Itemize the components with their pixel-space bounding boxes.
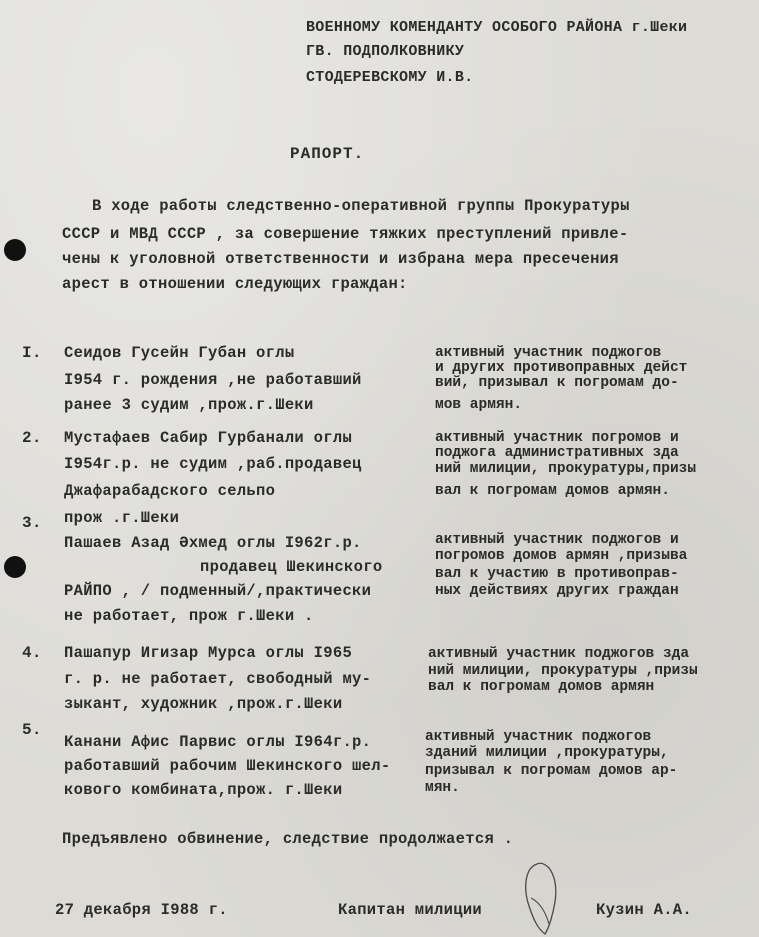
punch-hole-bottom (4, 556, 26, 578)
entry-right-line: мов армян. (435, 397, 523, 413)
entry-right-line: поджога административных зда (435, 445, 679, 461)
entry-right-line: ний милиции, прокуратуры,призы (435, 461, 697, 477)
entry-left-line: Сеидов Гусейн Губан оглы (64, 344, 295, 362)
entry-number: 3. (22, 514, 42, 532)
addressee-line-2: ГВ. ПОДПОЛКОВНИКУ (306, 43, 465, 60)
entry-right-line: вал к участию в противоправ- (435, 566, 679, 582)
entry-left-line: РАЙПО , / подменный/,практически (64, 582, 372, 600)
signer-rank: Капитан милиции (338, 901, 483, 919)
entry-left-line: не работает, прож г.Шеки . (64, 607, 314, 625)
entry-left-line: зыкант, художник ,прож.г.Шеки (64, 695, 343, 713)
report-date: 27 декабря I988 г. (55, 901, 228, 919)
entry-number: 2. (22, 429, 42, 447)
entry-right-line: активный участник поджогов (435, 345, 662, 361)
entry-left-line: работавший рабочим Шекинского шел- (64, 757, 391, 775)
entry-left-line: Джафарабадского сельпо (64, 482, 276, 500)
entry-right-line: вал к погромам домов армян. (435, 483, 670, 499)
entry-left-line: кового комбината,прож. г.Шеки (64, 781, 343, 799)
entry-right-line: активный участник поджогов (425, 729, 652, 745)
entry-left-line: Пашапур Игизар Мурса оглы I965 (64, 644, 353, 662)
entry-number: 5. (22, 721, 42, 739)
entry-left-line: прож .г.Шеки (64, 509, 180, 527)
entry-right-line: и других противоправных дейст (435, 360, 688, 376)
addressee-line-1: ВОЕННОМУ КОМЕНДАНТУ ОСОБОГО РАЙОНА г.Шеки (306, 19, 688, 36)
entry-left-line: Мустафаев Сабир Гурбанали оглы (64, 429, 353, 447)
document-title: РАПОРТ. (290, 145, 365, 163)
addressee-line-3: СТОДЕРЕВСКОМУ И.В. (306, 69, 474, 86)
handwritten-signature (515, 858, 575, 937)
entry-left-line: Пашаев Азад Әхмед оглы I962г.р. (64, 534, 362, 552)
punch-hole-top (4, 239, 26, 261)
entry-right-line: ных действиях других граждан (435, 583, 679, 599)
intro-line-2: СССР и МВД СССР , за совершение тяжких преступлений привле- (62, 225, 629, 243)
intro-line-3: чены к уголовной ответственности и избрана мера пресечения (62, 250, 619, 268)
entry-left-line: г. р. не работает, свободный му- (64, 670, 372, 688)
entry-right-line: зданий милиции ,прокуратуры, (425, 745, 669, 761)
entry-right-line: мян. (425, 780, 460, 796)
entry-right-line: погромов домов армян ,призыва (435, 548, 688, 564)
entry-number: I. (22, 344, 42, 362)
closing-statement: Предъявлено обвинение, следствие продолжается . (62, 830, 514, 848)
entry-left-line: I954 г. рождения ,не работавший (64, 371, 362, 389)
entry-right-line: ний милиции, прокуратуры ,призы (428, 663, 698, 679)
entry-right-line: вий, призывал к погромам до- (435, 375, 679, 391)
entry-right-line: активный участник поджогов зда (428, 646, 690, 662)
intro-line-4: арест в отношении следующих граждан: (62, 275, 408, 293)
entry-right-line: вал к погромам домов армян (428, 679, 655, 695)
entry-left-line: продавец Шекинского (200, 558, 383, 576)
intro-line-1: В ходе работы следственно-оперативной группы Прокуратуры (92, 197, 630, 215)
entry-right-line: активный участник погромов и (435, 430, 679, 446)
entry-number: 4. (22, 644, 42, 662)
entry-left-line: I954г.р. не судим ,раб.продавец (64, 455, 362, 473)
entry-right-line: активный участник поджогов и (435, 532, 679, 548)
signer-name: Кузин А.А. (596, 901, 693, 919)
entry-right-line: призывал к погромам домов ар- (425, 763, 678, 779)
entry-left-line: ранее 3 судим ,прож.г.Шеки (64, 396, 314, 414)
entry-left-line: Канани Афис Парвис оглы I964г.р. (64, 733, 372, 751)
